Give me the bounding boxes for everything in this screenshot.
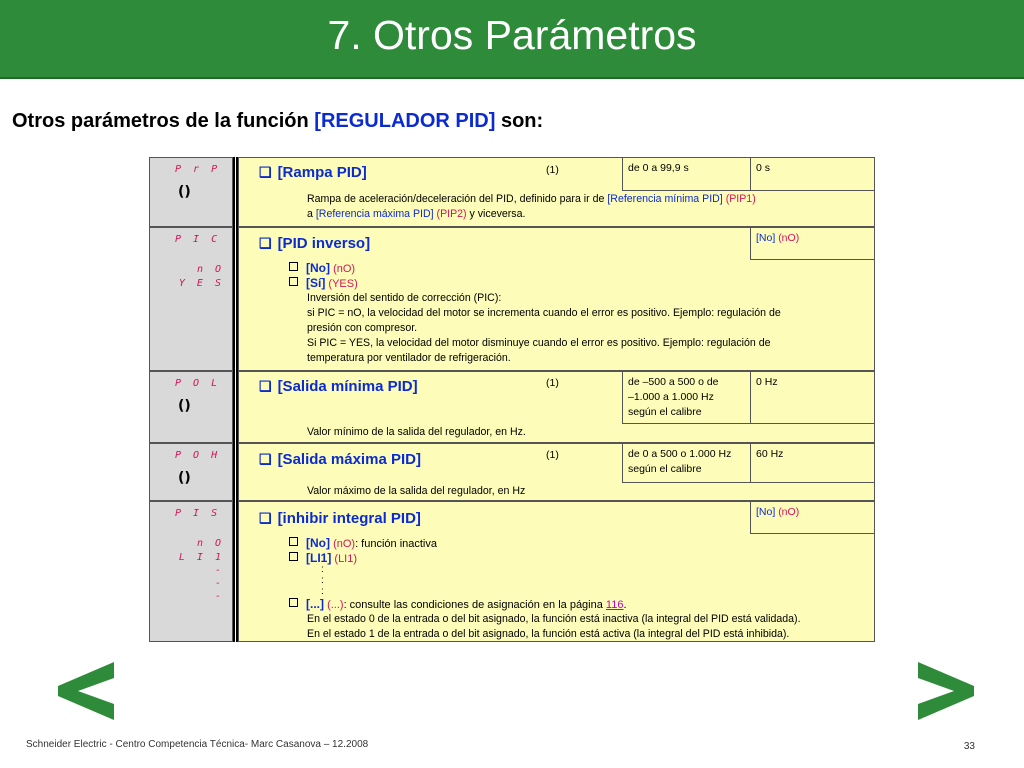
next-arrow-icon[interactable] — [916, 660, 976, 722]
param-title: ❑ [Salida máxima PID] — [259, 451, 421, 468]
param-description: Inversión del sentido de corrección (PIC): si PIC = nO, la velocidad del motor se incrementa cuando el error es positivo. Ejemplo: regulación de presión con compresor. Si PIC = YES, la velocidad del motor disminuye cuando el error es positivo. Ejemplo: regulación de temperatura por ventilador de refrigeración. — [307, 292, 781, 364]
rotary-icon: () — [178, 184, 191, 200]
param-description: Valor máximo de la salida del regulador, en Hz — [307, 485, 526, 497]
param-code-cell-prp — [149, 157, 233, 227]
param-default: [No] (nO) — [750, 228, 875, 260]
param-code-cell-pis — [149, 501, 233, 642]
option-code: Y E S — [178, 278, 224, 289]
option-code: - — [214, 591, 224, 602]
subtitle-prefix: Otros parámetros de la función — [12, 110, 315, 132]
option-box-icon — [289, 537, 298, 546]
checkbox-icon: ❑ — [259, 235, 272, 251]
param-description: Valor mínimo de la salida del regulador, en Hz. — [307, 426, 526, 438]
param-range: de 0 a 99,9 s — [622, 158, 751, 191]
parameter-table — [149, 157, 875, 642]
subtitle-highlight: [REGULADOR PID] — [314, 110, 496, 132]
param-row-salida-maxima — [238, 443, 875, 501]
checkbox-icon: ❑ — [259, 510, 272, 526]
param-note: (1) — [546, 377, 559, 389]
param-row-inhibir-integral — [238, 501, 875, 642]
page-number: 33 — [963, 741, 975, 752]
param-row-salida-minima — [238, 371, 875, 443]
param-code: P O H — [175, 450, 221, 461]
param-code: P I S — [175, 508, 221, 519]
option-box-icon — [289, 277, 298, 286]
option-box-icon — [289, 262, 298, 271]
rotary-icon: () — [178, 470, 191, 486]
subtitle — [12, 110, 543, 133]
param-code-cell-pol — [149, 371, 233, 443]
checkbox-icon: ❑ — [259, 451, 272, 467]
title-bar — [0, 0, 1024, 79]
param-default: [No] (nO) — [750, 502, 875, 534]
option-code: n O — [196, 264, 224, 275]
param-note: (1) — [546, 449, 559, 461]
param-code-cell-poh — [149, 443, 233, 501]
param-code: P O L — [175, 378, 221, 389]
option-item-no: [No] (nO) — [289, 261, 355, 275]
subtitle-suffix: son: — [495, 110, 544, 132]
ellipsis-dots: : : : — [321, 564, 324, 597]
option-item-si: [Sí] (YES) — [289, 276, 358, 290]
param-row-pid-inverso — [238, 227, 875, 371]
rotary-icon: () — [178, 398, 191, 414]
checkbox-icon: ❑ — [259, 164, 272, 180]
option-item-li1: [LI1] (LI1) — [289, 551, 357, 565]
page-link[interactable]: 116 — [605, 599, 624, 611]
footer-text: Schneider Electric - Centro Competencia Técnica- Marc Casanova – 12.2008 — [26, 739, 369, 750]
page-title: 7. Otros Parámetros — [327, 12, 697, 58]
option-item-no: [No] (nO): función inactiva — [289, 536, 437, 550]
option-code: - — [214, 578, 224, 589]
param-title: ❑ [Salida mínima PID] — [259, 378, 418, 395]
param-row-rampa-pid — [238, 157, 875, 227]
param-title: ❑ [PID inverso] — [259, 235, 371, 252]
param-default: 0 s — [750, 158, 875, 191]
param-title: ❑ [inhibir integral PID] — [259, 510, 421, 527]
param-description: Rampa de aceleración/deceleración del PID, definido para ir de [Referencia mínima PID] (PIP1) a [Referencia máxima PID] (PIP2) y viceversa. — [307, 193, 756, 220]
option-code: L I 1 — [178, 552, 224, 563]
checkbox-icon: ❑ — [259, 378, 272, 394]
param-range: de 0 a 500 o 1.000 Hz según el calibre — [622, 444, 751, 483]
option-code: - — [214, 565, 224, 576]
param-default: 60 Hz — [750, 444, 875, 483]
param-range: de –500 a 500 o de –1.000 a 1.000 Hz según el calibre — [622, 372, 751, 424]
param-description: En el estado 0 de la entrada o del bit asignado, la función está inactiva (la integral del PID está validada). En el estado 1 de la entrada o del bit asignado, la función está activa (la integral del PID está inhibida). — [307, 613, 801, 640]
option-box-icon — [289, 552, 298, 561]
option-box-icon — [289, 598, 298, 607]
option-item-more: [...] (...): consulte las condiciones de asignación en la página 116. — [289, 597, 627, 611]
param-default: 0 Hz — [750, 372, 875, 424]
param-code: P r P — [175, 164, 221, 175]
param-code: P I C — [175, 234, 221, 245]
param-title: ❑ [Rampa PID] — [259, 164, 367, 181]
previous-arrow-icon[interactable] — [56, 660, 116, 722]
param-note: (1) — [546, 164, 559, 176]
param-code-cell-pic — [149, 227, 233, 371]
option-code: n O — [196, 538, 224, 549]
